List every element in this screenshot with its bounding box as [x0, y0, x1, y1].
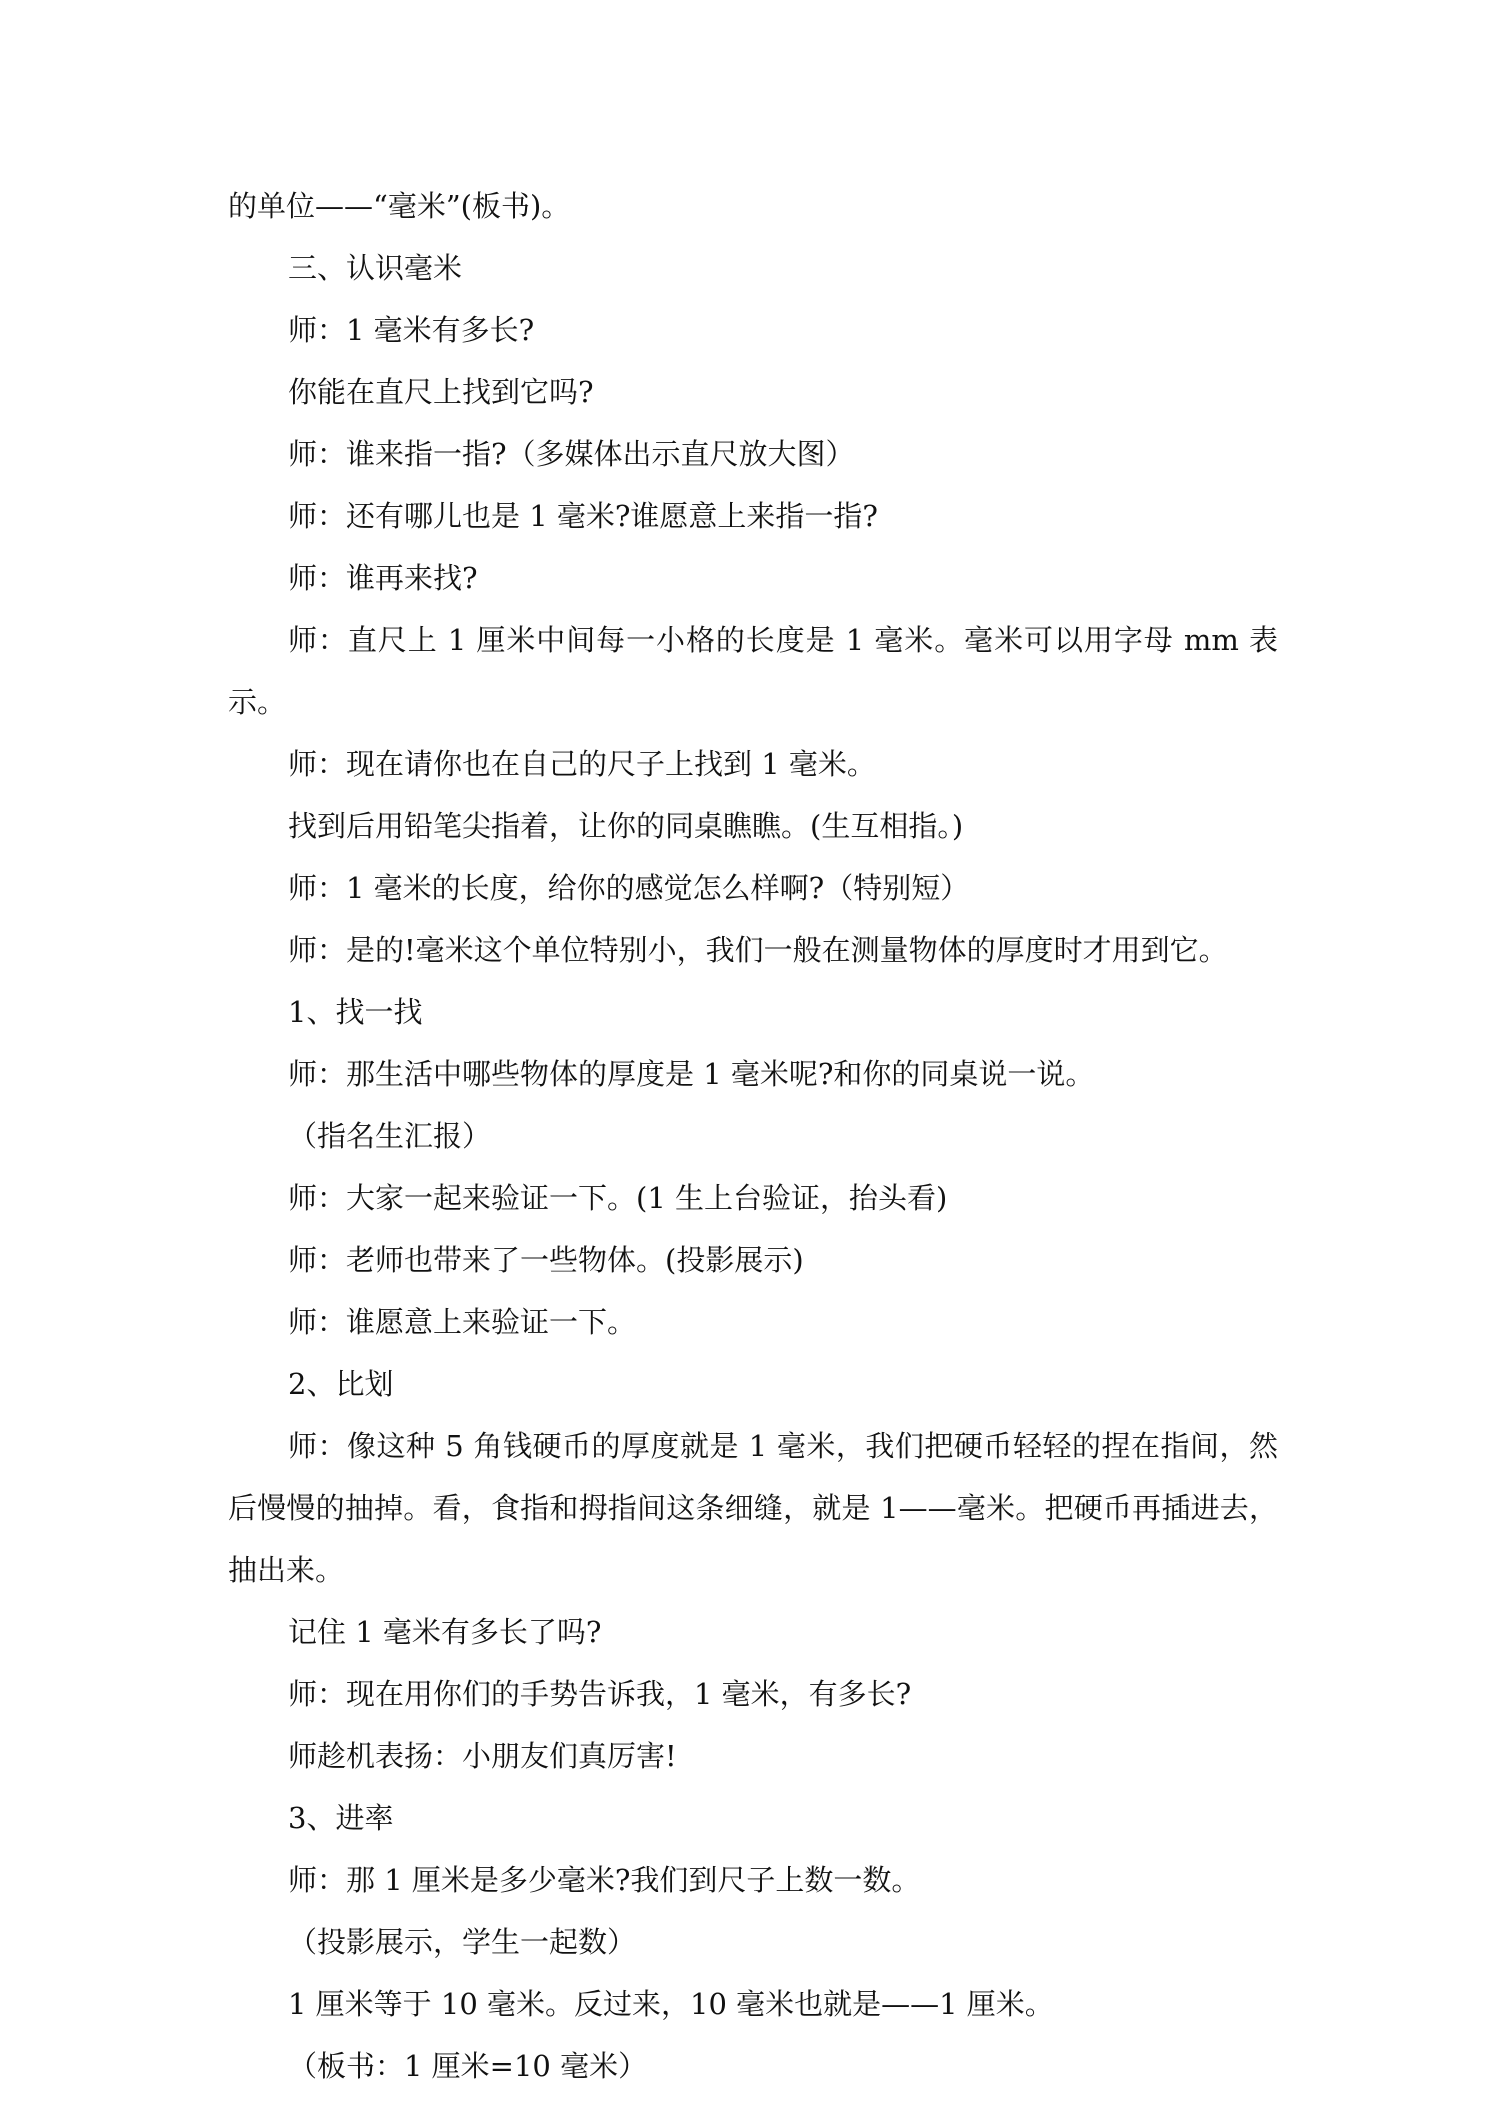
paragraph: 师：现在请你也在自己的尺子上找到 1 毫米。	[288, 747, 876, 781]
paragraph: （板书：1 厘米=10 毫米）	[288, 2049, 648, 2083]
paragraph: （投影展示，学生一起数）	[288, 1925, 637, 1959]
paragraph: 师：直尺上 1 厘米中间每一小格的长度是 1 毫米。毫米可以用字母 mm 表示。	[228, 623, 1278, 719]
paragraph: （指名生汇报）	[288, 1119, 492, 1153]
document-body	[228, 175, 1278, 2097]
paragraph: 师：谁愿意上来验证一下。	[288, 1305, 637, 1339]
subsection-heading: 2、比划	[288, 1367, 394, 1401]
paragraph: 师：1 毫米有多长?	[288, 313, 535, 347]
paragraph: 师：那 1 厘米是多少毫米?我们到尺子上数一数。	[288, 1863, 921, 1897]
subsection-heading: 1、找一找	[288, 995, 423, 1029]
paragraph: 的单位——“毫米”(板书)。	[228, 189, 571, 223]
section-heading: 三、认识毫米	[288, 251, 463, 285]
paragraph: 师：老师也带来了一些物体。(投影展示)	[288, 1243, 804, 1277]
paragraph: 师趁机表扬：小朋友们真厉害!	[288, 1739, 677, 1773]
paragraph: 记住 1 毫米有多长了吗?	[288, 1615, 602, 1649]
paragraph: 师：那生活中哪些物体的厚度是 1 毫米呢?和你的同桌说一说。	[288, 1057, 1095, 1091]
paragraph: 师：现在用你们的手势告诉我，1 毫米，有多长?	[288, 1677, 912, 1711]
paragraph: 师：是的!毫米这个单位特别小，我们一般在测量物体的厚度时才用到它。	[288, 933, 1228, 967]
paragraph: 你能在直尺上找到它吗?	[288, 375, 594, 409]
paragraph: 师：谁来指一指?（多媒体出示直尺放大图）	[288, 437, 855, 471]
paragraph: 师：像这种 5 角钱硬币的厚度就是 1 毫米，我们把硬币轻轻的捏在指间，然后慢慢的抽掉。看，食指和拇指间这条细缝，就是 1——毫米。把硬币再插进去，抽出来。	[228, 1429, 1278, 1587]
subsection-heading: 3、进率	[288, 1801, 394, 1835]
paragraph: 师：谁再来找?	[288, 561, 478, 595]
paragraph: 师：1 毫米的长度，给你的感觉怎么样啊?（特别短）	[288, 871, 970, 905]
paragraph: 师：大家一起来验证一下。(1 生上台验证，抬头看)	[288, 1181, 948, 1215]
paragraph: 找到后用铅笔尖指着，让你的同桌瞧瞧。(生互相指。)	[288, 809, 964, 843]
paragraph: 1 厘米等于 10 毫米。反过来，10 毫米也就是——1 厘米。	[288, 1987, 1054, 2021]
paragraph: 师：还有哪儿也是 1 毫米?谁愿意上来指一指?	[288, 499, 878, 533]
